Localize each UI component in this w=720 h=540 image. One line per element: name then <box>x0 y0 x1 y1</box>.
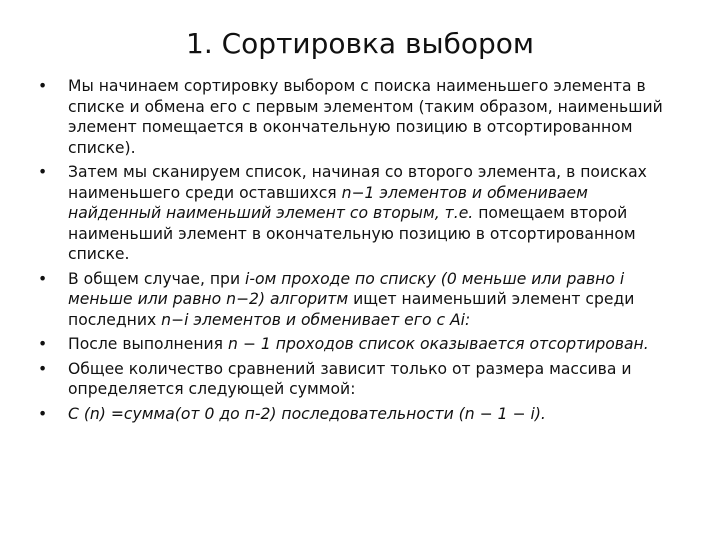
bullet-dot-icon: • <box>38 77 48 95</box>
bullet-text: − <box>237 335 261 353</box>
bullet-text-italic: n <box>228 335 238 353</box>
bullet-text: Мы начинаем сортировку выбором с поиска наименьшего элемента в списке и обмена его с первым элементом (таким образом, наименьший элемент помещается в окончательную позицию в отсортированном списке). <box>68 77 663 157</box>
bullet-text: В общем случае, при <box>68 269 246 288</box>
bullet-dot-icon: • <box>38 163 48 181</box>
slide-title: 1. Сортировка выбором <box>186 27 534 60</box>
bullet-item <box>38 76 674 158</box>
bullet-item <box>38 162 674 265</box>
bullet-text-italic: C (n) =сумма(от 0 до п-2) последовательности (n − 1 − i). <box>68 404 546 423</box>
bullet-text: ищет наименьший элемент среди последних <box>68 290 635 329</box>
bullet-text-italic: n−1 элементов и обмениваем найденный наименьший элемент со вторым, т.е. <box>68 183 588 222</box>
bullet-list <box>38 76 674 428</box>
bullet-item <box>38 269 674 331</box>
bullet-item <box>38 404 674 425</box>
bullet-text: Общее количество сравнений зависит только от размера массива и определяется следующей суммой: <box>68 359 632 398</box>
bullet-dot-icon: • <box>38 335 48 353</box>
bullet-text: После выполнения <box>68 335 229 353</box>
bullet-dot-icon: • <box>38 269 48 288</box>
bullet-text-italic: n−i элементов и обменивает его с Ai: <box>161 310 471 329</box>
bullet-text-italic: i-ом проходе по списку (0 меньше или равно i меньше или равно n−2) алгоритм <box>68 269 625 308</box>
bullet-dot-icon: • <box>38 359 48 378</box>
bullet-item <box>38 359 674 400</box>
bullet-text: помещаем второй наименьший элемент в окончательную позицию в отсортированном списке. <box>68 204 636 263</box>
bullet-item <box>38 334 674 355</box>
bullet-text-italic: 1 проходов список оказывается отсортирован. <box>260 335 649 353</box>
bullet-dot-icon: • <box>38 404 48 423</box>
bullet-text: Затем мы сканируем список, начиная со второго элемента, в поисках наименьшего среди оставшихся <box>68 163 647 202</box>
